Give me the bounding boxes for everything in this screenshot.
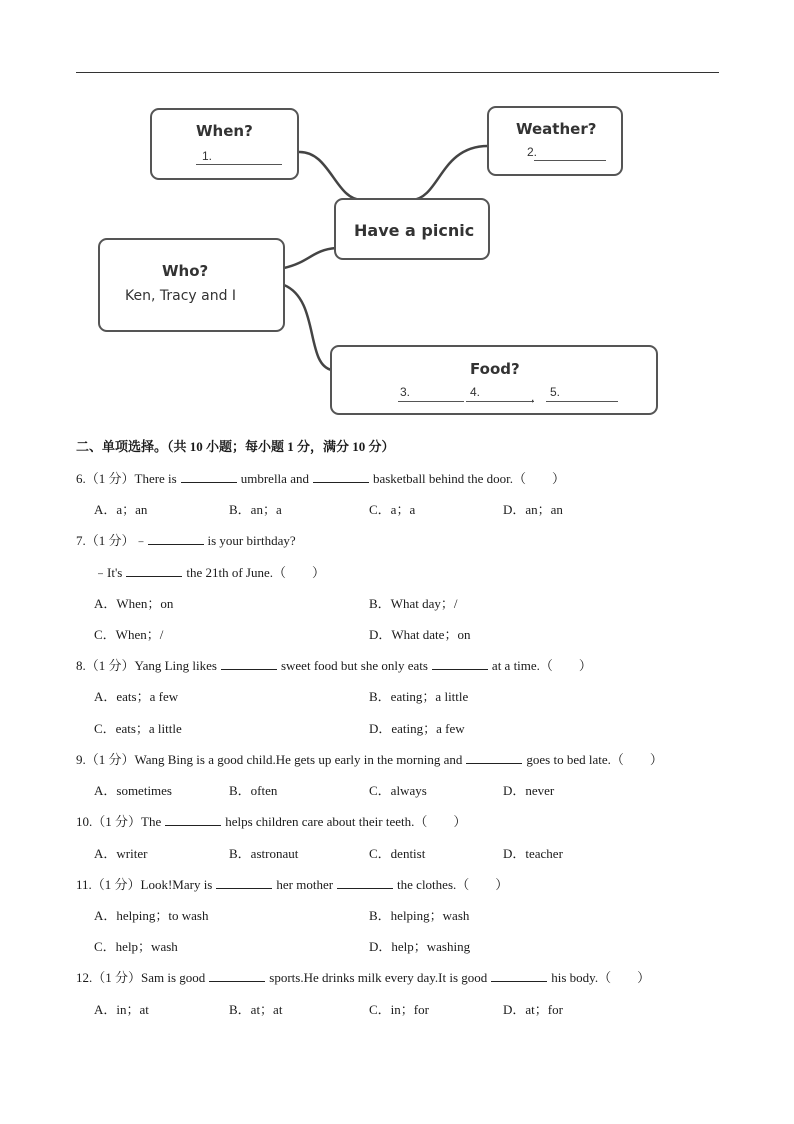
q6-option-b[interactable]: B．an；a [229, 502, 282, 517]
mindmap-center-title: Have a picnic [354, 221, 475, 240]
mindmap-food-blank-5: 5. [550, 385, 561, 399]
q8-option-d[interactable]: D．eating；a few [369, 721, 465, 736]
q10-option-c[interactable]: C．dentist [369, 846, 426, 861]
answer-blank [209, 970, 265, 982]
mindmap-food-box [330, 345, 658, 415]
q10-option-b[interactable]: B．astronaut [229, 846, 299, 861]
answer-blank [126, 565, 182, 577]
q12-option-c[interactable]: C．in；for [369, 1002, 429, 1017]
mindmap-weather-box [487, 106, 623, 176]
q12-option-b[interactable]: B．at；at [229, 1002, 283, 1017]
mindmap-food-title: Food? [470, 360, 520, 378]
answer-blank [181, 471, 237, 483]
q7-option-b[interactable]: B．What day；/ [369, 596, 458, 611]
mindmap-weather-line [534, 160, 606, 161]
question-7-line-2: ﹣It's the 21th of June.（ ） [94, 565, 325, 580]
question-12: 12.（1 分）Sam is good sports.He drinks milk every day.It is good his body.（ ） [76, 970, 651, 985]
question-6: 6.（1 分）There is umbrella and basketball behind the door.（ ） [76, 471, 566, 486]
mindmap-who-text: Ken, Tracy and I [125, 288, 237, 304]
answer-blank [148, 533, 204, 545]
answer-blank [216, 877, 272, 889]
answer-blank [432, 658, 488, 670]
q9-option-b[interactable]: B．often [229, 783, 278, 798]
q11-option-c[interactable]: C．help；wash [94, 939, 178, 954]
mindmap-who-title: Who? [162, 262, 209, 280]
mindmap-food-blank-3: 3. [400, 385, 411, 399]
mindmap-when-line [196, 164, 282, 165]
q7-option-c[interactable]: C．When；/ [94, 627, 164, 642]
mindmap-when-box [150, 108, 299, 180]
answer-blank [313, 471, 369, 483]
mindmap-when-blank: 1. [202, 149, 213, 163]
q8-option-c[interactable]: C．eats；a little [94, 721, 182, 736]
q11-option-b[interactable]: B．helping；wash [369, 908, 470, 923]
q8-option-a[interactable]: A．eats；a few [94, 689, 179, 704]
mindmap-food-sep: , [531, 390, 535, 404]
mindmap-weather-blank: 2. [527, 145, 538, 159]
section-title: 二、单项选择。（共 10 小题；每小题 1 分，满分 10 分） [76, 439, 395, 454]
q9-option-a[interactable]: A．sometimes [94, 783, 172, 798]
mindmap-food-line-3 [398, 401, 464, 402]
question-9: 9.（1 分）Wang Bing is a good child.He gets up early in the morning and goes to bed late.（ ） [76, 752, 663, 767]
answer-blank [165, 814, 221, 826]
q12-option-a[interactable]: A．in；at [94, 1002, 149, 1017]
q6-option-c[interactable]: C．a；a [369, 502, 416, 517]
question-8: 8.（1 分）Yang Ling likes sweet food but she only eats at a time.（ ） [76, 658, 592, 673]
q12-option-d[interactable]: D．at；for [503, 1002, 563, 1017]
mindmap-who-box [98, 238, 285, 332]
answer-blank [337, 877, 393, 889]
question-11: 11.（1 分）Look!Mary is her mother the clothes.（ ） [76, 877, 509, 892]
answer-blank [466, 752, 522, 764]
mindmap-when-title: When? [196, 122, 253, 140]
q8-option-b[interactable]: B．eating；a little [369, 689, 469, 704]
q9-option-d[interactable]: D．never [503, 783, 555, 798]
mindmap-food-line-5 [546, 401, 618, 402]
q9-option-c[interactable]: C．always [369, 783, 427, 798]
q10-option-d[interactable]: D．teacher [503, 846, 563, 861]
answer-blank [491, 970, 547, 982]
q7-option-a[interactable]: A．When；on [94, 596, 174, 611]
q7-option-d[interactable]: D．What date；on [369, 627, 471, 642]
answer-blank [221, 658, 277, 670]
mindmap-weather-title: Weather? [516, 120, 597, 138]
q11-option-a[interactable]: A．helping；to wash [94, 908, 209, 923]
q11-option-d[interactable]: D．help；washing [369, 939, 471, 954]
question-10: 10.（1 分）The helps children care about their teeth.（ ） [76, 814, 467, 829]
q10-option-a[interactable]: A．writer [94, 846, 148, 861]
mindmap-food-blank-4: 4. [470, 385, 481, 399]
q6-option-a[interactable]: A．a；an [94, 502, 148, 517]
mindmap-food-line-4 [466, 401, 534, 402]
question-7: 7.（1 分）﹣ is your birthday? [76, 533, 296, 548]
q6-option-d[interactable]: D．an；an [503, 502, 563, 517]
